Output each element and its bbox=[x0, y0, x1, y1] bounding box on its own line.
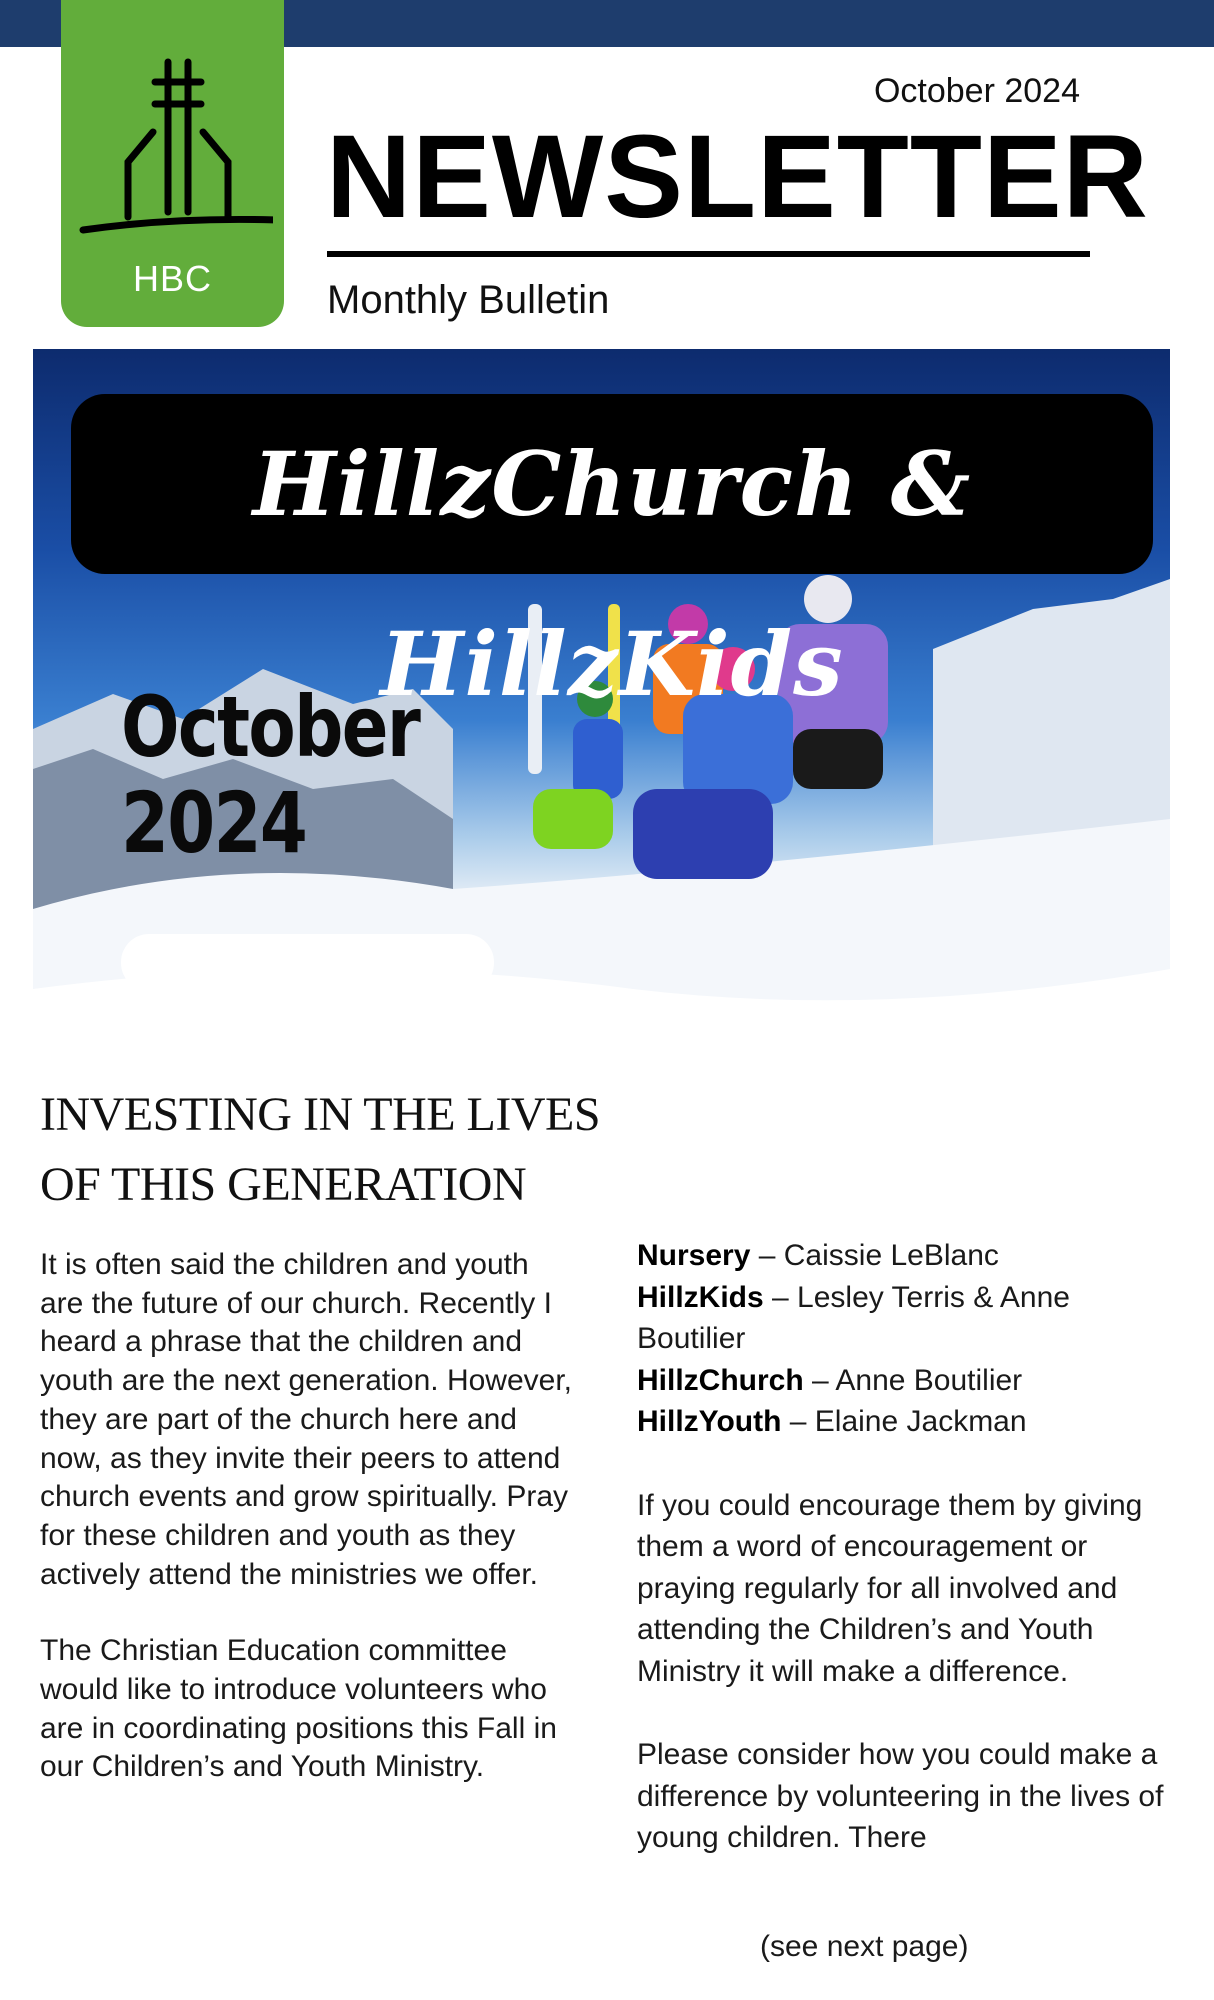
article-left-column bbox=[40, 1246, 580, 1787]
see-next-page-note: (see next page) bbox=[760, 1930, 969, 1963]
masthead-divider bbox=[327, 251, 1090, 257]
hero-banner bbox=[71, 394, 1153, 716]
article-title-line1: INVESTING IN THE LIVES bbox=[40, 1088, 601, 1141]
issue-date: October 2024 bbox=[873, 72, 1080, 110]
article-paragraph: If you could encourage them by giving them a word of encouragement or praying regularly for all involved and attending the Children’s and Youth Ministry it will make a difference. bbox=[637, 1488, 1143, 1688]
hero-image bbox=[33, 349, 1170, 1064]
masthead-title: NEWSLETTER bbox=[326, 111, 1149, 243]
article-title-line2: OF THIS GENERATION bbox=[40, 1158, 527, 1211]
hero-date-year: 2024 bbox=[121, 774, 307, 872]
hero-date bbox=[121, 679, 419, 871]
article-title bbox=[40, 1080, 600, 1220]
volunteer-item: Nursery – Caissie LeBlanc bbox=[637, 1239, 999, 1272]
volunteer-item: HillzKids – Lesley Terris & Anne Boutilier bbox=[637, 1280, 1070, 1355]
volunteer-item: HillzChurch – Anne Boutilier bbox=[637, 1363, 1023, 1397]
volunteer-item: HillzYouth – Elaine Jackman bbox=[637, 1405, 1027, 1438]
volunteer-list bbox=[637, 1235, 1182, 1443]
hero-pill-placeholder bbox=[121, 934, 494, 991]
church-cross-icon bbox=[73, 52, 273, 252]
hero-date-month: October bbox=[121, 678, 420, 776]
hero-banner-text: HillzChurch & HillzKids bbox=[252, 432, 972, 716]
article-paragraph: Please consider how you could make a difference by volunteering in the lives of young children. There bbox=[637, 1738, 1164, 1854]
masthead-subtitle: Monthly Bulletin bbox=[327, 278, 610, 322]
article-paragraph: The Christian Education committee would like to introduce volunteers who are in coordinating positions this Fall in our Children’s and Youth Ministry. bbox=[40, 1634, 557, 1784]
article-right-column bbox=[637, 1235, 1182, 1859]
church-logo bbox=[61, 0, 284, 327]
article-paragraph: It is often said the children and youth are the future of our church. Recently I heard a phrase that the children and youth are the next generation. However, they are part of the church here and now, as they invite their peers to attend church events and grow spiritually. Pray for these children and youth as they actively attend the ministries we offer. bbox=[40, 1248, 573, 1591]
logo-label: HBC bbox=[132, 258, 212, 299]
